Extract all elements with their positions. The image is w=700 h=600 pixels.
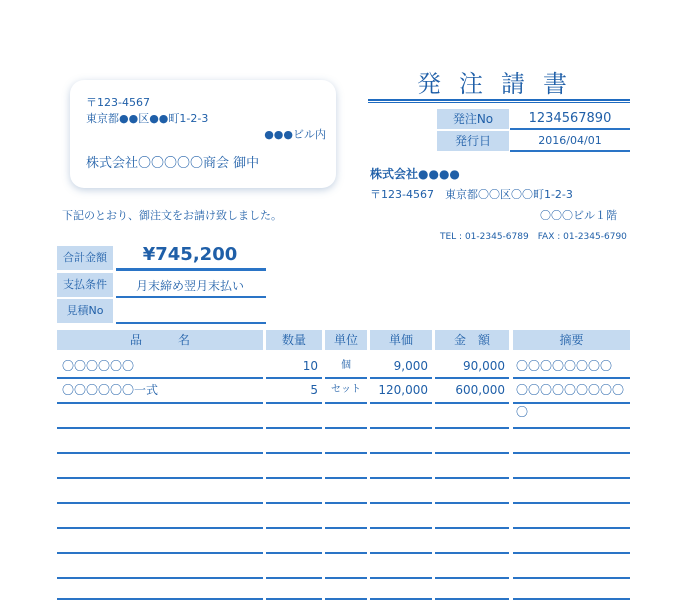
table-rule [513,427,630,429]
table-rule [435,477,509,479]
table-rule [266,527,322,529]
row2-qty: 5 [310,383,318,397]
total-underline [116,268,266,271]
table-rule [435,452,509,454]
table-rule [513,552,630,554]
table-rule [266,427,322,429]
sender-company: 株式会社●●●● [370,167,460,181]
table-rule [435,402,509,404]
table-rule [266,577,322,579]
row1-name: 〇〇〇〇〇〇 [62,359,135,373]
table-rule [435,502,509,504]
table-rule [57,552,263,554]
table-rule [325,577,367,579]
payment-value: 月末締め翌月末払い [135,279,244,293]
header-unit-price: 単価 [370,330,432,350]
row1-unit: 個 [341,360,351,371]
table-rule [325,502,367,504]
row2-price: 120,000 [378,383,428,397]
header-quantity: 数量 [266,330,322,350]
table-rule [57,427,263,429]
row2-remarks: 〇〇〇〇〇〇〇〇〇〇 [516,383,625,419]
recipient-building: ●●●ビル内 [264,128,326,141]
table-rule [370,427,432,429]
table-rule [435,527,509,529]
quote-underline [116,322,266,324]
row2-name: 〇〇〇〇〇〇一式 [62,383,159,397]
row1-qty: 10 [302,359,318,373]
order-no-value: 1234567890 [528,111,612,126]
header-remarks: 摘要 [513,330,630,350]
table-rule [266,452,322,454]
order-no-label: 発注No [437,109,509,129]
header-unit: 単位 [325,330,367,350]
table-rule [513,402,630,404]
row1-price: 9,000 [393,359,428,373]
issue-date-value: 2016/04/01 [538,134,602,147]
table-rule [370,527,432,529]
table-rule [370,377,432,379]
table-rule [435,577,509,579]
table-rule [57,402,263,404]
row2-amount: 600,000 [455,383,505,397]
table-rule [435,427,509,429]
row1-remarks: 〇〇〇〇〇〇〇〇 [516,359,613,373]
title-underline [368,99,630,101]
table-rule [370,552,432,554]
table-rule [513,577,630,579]
payment-row [57,273,265,297]
recipient-card [70,80,336,188]
issue-date-label: 発行日 [437,131,509,151]
table-rule [266,477,322,479]
sender-address: 〒123-4567 東京都〇〇区〇〇町1-2-3 [370,188,573,201]
recipient-address: 東京都●●区●●町1-2-3 [86,112,209,125]
table-rule [325,402,367,404]
payment-underline [116,296,266,298]
table-rule [57,502,263,504]
document-title: 発注請書 [417,70,585,98]
table-rule [513,477,630,479]
table-rule [513,377,630,379]
recipient-company: 株式会社〇〇〇〇〇商会 御中 [86,156,260,171]
total-row [57,246,265,270]
table-rule [266,402,322,404]
table-rule [370,502,432,504]
table-rule [325,527,367,529]
table-rule [325,477,367,479]
table-rule [57,477,263,479]
table-rule [325,552,367,554]
table-rule [266,552,322,554]
table-rule [325,427,367,429]
table-rule [57,377,263,379]
table-rule [370,577,432,579]
table-rule [57,452,263,454]
payment-label: 支払条件 [57,273,113,297]
total-label: 合計金額 [57,246,113,270]
table-rule [57,527,263,529]
table-rule [435,377,509,379]
sender-building: 〇〇〇ビル１階 [540,209,617,222]
quote-row [57,299,265,323]
table-rule [513,452,630,454]
total-value: ¥745,200 [142,244,238,265]
table-rule [370,452,432,454]
notice-text: 下記のとおり、御注文をお請け致しました。 [62,209,282,222]
table-rule [370,477,432,479]
table-rule [266,377,322,379]
row2-unit: セット [331,384,361,395]
header-item-name: 品 名 [57,330,263,350]
sender-contact: TEL : 01-2345-6789 FAX : 01-2345-6790 [440,232,627,242]
recipient-zip: 〒123-4567 [86,96,150,109]
table-rule [513,527,630,529]
table-rule [513,502,630,504]
table-rule [266,502,322,504]
table-rule [57,577,263,579]
title-underline-thin [368,102,630,103]
table-rule [325,377,367,379]
quote-label: 見積No [57,299,113,323]
table-rule [370,402,432,404]
row1-amount: 90,000 [463,359,505,373]
table-rule [325,452,367,454]
table-rule [435,552,509,554]
header-amount: 金 額 [435,330,509,350]
